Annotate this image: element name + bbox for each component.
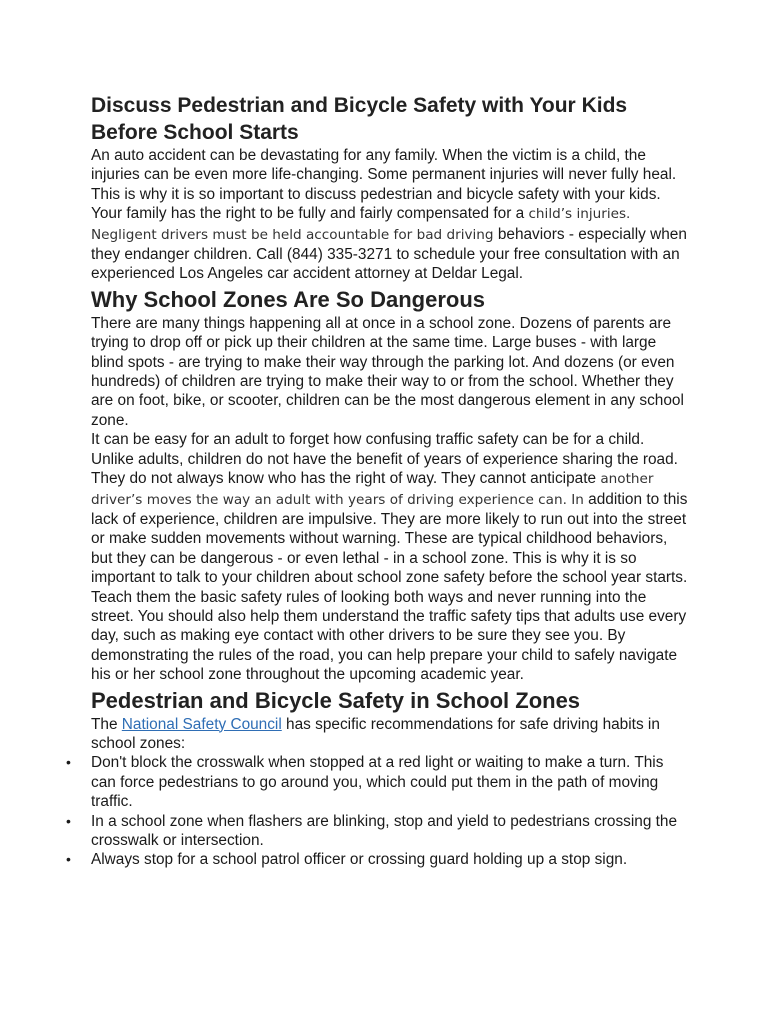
intro-text-2: child’s injuries. Negligent drivers must be held accountable for bad driving: [91, 206, 631, 243]
intro-text-3: behaviors - especially when they endanger children. Call (844) 335-3271 to schedule your free consultation with an experienced Los Angeles car accident attorney at Deldar Legal.: [91, 225, 687, 283]
national-safety-council-link[interactable]: National Safety Council: [121, 715, 282, 733]
bullet-icon: •: [66, 754, 71, 771]
bullet-icon: •: [66, 812, 71, 829]
intro-text-1: An auto accident can be devastating for any family. When the victim is a child, the injuries can be even more life-changing. Some permanent injuries will never fully heal. This is why it is so important to discuss pedestrian and bicycle safety with your kids. Your family has the right to be fully and fairly compensated for a: [91, 147, 677, 223]
document-page: [66, 92, 691, 870]
list-item-text: Don't block the crosswalk when stopped at a red light or waiting to make a turn. This can force pedestrians to go around you, which could put them in the path of moving traffic.: [91, 754, 664, 811]
safety-tips-list: [66, 753, 691, 869]
section-heading-dangerous: Why School Zones Are So Dangerous: [91, 286, 486, 312]
safety-intro-paragraph: [91, 715, 691, 754]
bullet-icon: •: [66, 851, 71, 868]
article-title: Discuss Pedestrian and Bicycle Safety with Your Kids Before School Starts: [91, 94, 628, 144]
list-item: [66, 850, 691, 869]
dangerous-p2-text-3: addition to this lack of experience, children are impulsive. They are more likely to run out into the street or make sudden movements without warning. These are typical childhood behaviors, but they can be dangerous - or even lethal - in a school zone. This is why it is so important to talk to your children about school zone safety before the school year starts. Teach them the basic safety rules of looking both ways and never running into the street. You should also help them understand the traffic safety tips that adults use every day, such as making eye contact with other drivers to be sure they see you. By demonstrating the rules of the road, you can help prepare your child to safely navigate his or her school zone throughout the upcoming academic year.: [91, 490, 688, 684]
list-item: [66, 753, 691, 811]
list-item-text: In a school zone when flashers are blinking, stop and yield to pedestrians crossing the crosswalk or intersection.: [91, 812, 678, 849]
list-item: [66, 812, 691, 851]
dangerous-paragraph-1: There are many things happening all at once in a school zone. Dozens of parents are trying to drop off or pick up their children at the same time. Large buses - with large blind spots - are trying to make their way through the parking lot. And dozens (or even hundreds) of children are trying to make their way to or from the school. Whether they are on foot, bike, or scooter, children can be the most dangerous element in any school zone.: [91, 314, 684, 429]
dangerous-p2-text-1: It can be easy for an adult to forget how confusing traffic safety can be for a child. Unlike adults, children do not have the benefit of years of experience sharing the road. They do not always know who has the right of way. They cannot anticipate: [91, 431, 678, 488]
safety-intro-prefix: The: [91, 715, 122, 733]
dangerous-p2-text-2: another driver’s moves the way an adult with years of driving experience can. In: [91, 471, 654, 508]
intro-paragraph: [91, 146, 691, 284]
safety-intro-suffix: has specific recommendations for safe driving habits in school zones:: [91, 715, 660, 752]
section-heading-safety: Pedestrian and Bicycle Safety in School Zones: [91, 687, 581, 713]
dangerous-paragraph-2: [91, 430, 691, 684]
list-item-text: Always stop for a school patrol officer or crossing guard holding up a stop sign.: [91, 851, 628, 869]
